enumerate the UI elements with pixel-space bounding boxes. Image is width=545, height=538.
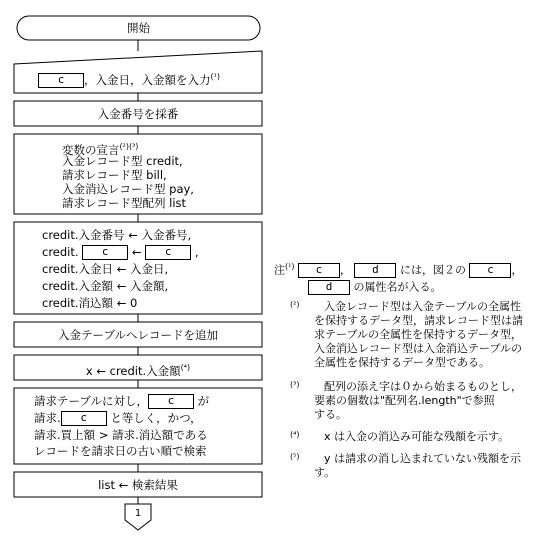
start-label: 開始 — [127, 21, 150, 35]
search-pre: 請求テーブルに対し， — [34, 394, 148, 408]
note-sep: ， — [339, 263, 351, 277]
note-text: の属性名が入る。 — [353, 280, 442, 294]
decl-line: 入金消込レコード型 pay, — [62, 182, 194, 196]
note-mark: (⁵) — [290, 452, 300, 461]
note-mark: (⁴) — [180, 363, 191, 372]
arrow: ← — [131, 245, 142, 259]
note-label: 注 — [274, 263, 285, 277]
note-mark: (¹) — [210, 72, 220, 81]
note-text: 全属性を保持するデータ型である。 — [314, 356, 490, 369]
assign-line: credit.入金番号 ← 入金番号, — [42, 228, 192, 242]
note-1-line1 — [274, 260, 522, 278]
note-text: する。 — [314, 408, 347, 421]
search-line — [34, 394, 209, 409]
input-text: ，入金日，入金額を入力 — [84, 72, 211, 87]
add-record-label: 入金テーブルへレコードを追加 — [58, 328, 218, 342]
note-text: には，図２の — [399, 263, 466, 277]
note-text: x は入金の消込み可能な残額を示す。 — [324, 430, 510, 443]
x-assign-label — [14, 361, 262, 378]
blank-c: c — [298, 263, 340, 278]
decl-line: 請求レコード型 bill, — [62, 168, 167, 182]
note-mark: (²)(³) — [119, 142, 139, 151]
blank-c: c — [61, 411, 107, 426]
note-text: 求テーブルの全属性を保持するデータ型， — [314, 328, 523, 341]
blank-c: c — [469, 263, 511, 278]
decl-line: 変数の宣言 — [62, 142, 120, 157]
search-post: と等しく，かつ， — [110, 411, 202, 425]
note-text: す。 — [314, 466, 336, 479]
assign-pre: credit. — [42, 245, 79, 259]
search-pre: 請求. — [34, 411, 61, 425]
note-text: を保持するデータ型，請求レコード型は請 — [314, 314, 523, 327]
list-label: list ← 検索結果 — [98, 478, 178, 492]
number-label: 入金番号を採番 — [97, 107, 179, 121]
decl-line: 入金レコード型 credit, — [62, 154, 183, 168]
search-post: が — [197, 394, 210, 408]
note-text: 要素の個数は"配列名.length"で参照 — [314, 394, 495, 407]
note-text: 入金消込レコード型は入金消込テーブルの — [314, 342, 523, 355]
note-text: y は請求の消し込まれていない残額を示 — [324, 452, 522, 465]
assign-line: credit.入金額 ← 入金額, — [42, 279, 169, 293]
blank-d: d — [354, 263, 396, 278]
assign-line — [42, 245, 198, 260]
input-line — [38, 70, 220, 88]
blank-c: c — [148, 394, 194, 409]
note-mark: (²) — [290, 300, 300, 309]
blank-c: c — [38, 73, 84, 88]
note-text: 配列の添え字は０から始まるものとし， — [324, 380, 522, 393]
note-text: 入金レコード型は入金テーブルの全属性 — [324, 300, 522, 313]
blank-c: c — [82, 245, 128, 260]
search-line — [34, 411, 202, 426]
note-sep: ， — [511, 263, 523, 277]
note-mark: (⁴) — [290, 430, 300, 439]
decl-line: 請求レコード型配列 list — [62, 196, 187, 210]
note-1-line2 — [308, 280, 442, 295]
x-text: x ← credit.入金額 — [85, 363, 181, 378]
search-line: レコードを請求日の古い順で検索 — [34, 444, 207, 458]
search-line: 請求.買上額 > 請求.消込額である — [34, 428, 208, 442]
blank-c: c — [145, 245, 191, 260]
connector-label: 1 — [134, 508, 142, 519]
note-mark: (³) — [290, 380, 300, 389]
note-mark: (¹) — [285, 262, 295, 271]
assign-post: , — [194, 245, 199, 259]
assign-line: credit.入金日 ← 入金日, — [42, 262, 169, 276]
blank-d: d — [308, 280, 350, 295]
assign-line: credit.消込額 ← 0 — [42, 296, 138, 310]
